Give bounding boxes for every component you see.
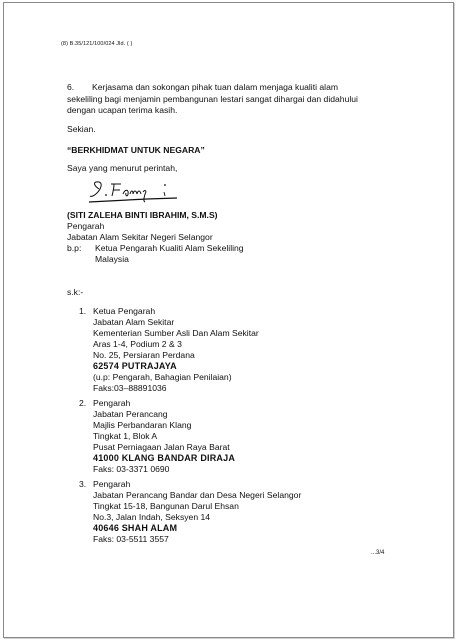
address-line: Tingkat 1, Blok A: [93, 431, 158, 441]
address-line: (u.p: Pengarah, Bahagian Penilaian): [93, 372, 232, 382]
reference-number: (8) B.35/121/100/024 Jld. ( ): [61, 41, 133, 47]
recipient-lines: [93, 398, 235, 475]
recipient-number: 2.: [79, 398, 87, 408]
signer-title: Pengarah: [67, 221, 105, 231]
address-line: Ketua Pengarah: [93, 306, 156, 316]
paragraph-line-1: Kerjasama dan sokongan pihak tuan dalam menjaga kualiti alam: [92, 82, 339, 92]
address-line: Jabatan Perancang: [93, 409, 168, 419]
address-line: No. 25, Persiaran Perdana: [93, 350, 195, 360]
bp-line: [67, 243, 244, 254]
fax-number: Faks: 03-5511 3557: [93, 534, 169, 544]
closing-motto: “BERKHIDMAT UNTUK NEGARA”: [67, 145, 205, 155]
address-line: Pengarah: [93, 398, 131, 408]
address-line: Tingkat 15-18, Bangunan Darul Ehsan: [93, 501, 239, 511]
paragraph-line-2: sekeliling bagi menjamin pembangunan lestari sangat dihargai dan didahului: [67, 93, 358, 104]
bp-line-1: Ketua Pengarah Kualiti Alam Sekeliling: [95, 243, 244, 253]
closing-sekian: Sekian.: [67, 124, 96, 134]
page-number: ...3/4: [371, 550, 385, 556]
bp-label: b.p:: [67, 243, 82, 253]
sk-label: s.k:-: [67, 287, 84, 297]
recipient-number: 1.: [79, 306, 87, 316]
handwritten-signature: [85, 175, 185, 207]
address-line: Kementerian Sumber Asli Dan Alam Sekitar: [93, 328, 259, 338]
paragraph-6: [67, 82, 387, 117]
recipient-lines: [93, 306, 259, 394]
paragraph-number: 6.: [67, 82, 75, 92]
address-postcode-city: 40646 SHAH ALAM: [93, 523, 178, 533]
address-line: Jabatan Alam Sekitar: [93, 317, 175, 327]
address-line: Pusat Perniagaan Jalan Raya Barat: [93, 442, 230, 452]
address-line: Pengarah: [93, 479, 131, 489]
bp-line-2: Malaysia: [95, 254, 129, 264]
address-line: Majlis Perbandaran Klang: [93, 420, 192, 430]
recipient-lines: [93, 479, 301, 545]
paragraph-line-3: dengan ucapan terima kasih.: [67, 105, 178, 115]
address-line: Aras 1-4, Podium 2 & 3: [93, 339, 182, 349]
closing-order: Saya yang menurut perintah,: [67, 163, 178, 173]
fax-number: Faks: 03-3371 0690: [93, 464, 170, 474]
address-postcode-city: 62574 PUTRAJAYA: [93, 361, 177, 371]
signer-department: Jabatan Alam Sekitar Negeri Selangor: [67, 232, 213, 242]
address-line: No.3, Jalan Indah, Seksyen 14: [93, 512, 211, 522]
signer-block: [67, 210, 244, 265]
address-postcode-city: 41000 KLANG BANDAR DIRAJA: [93, 453, 236, 463]
recipient-number: 3.: [79, 479, 87, 489]
signer-name: (SITI ZALEHA BINTI IBRAHIM, S.M.S): [67, 210, 218, 220]
fax-number: Faks:03–88891036: [93, 383, 167, 393]
address-line: Jabatan Perancang Bandar dan Desa Negeri Selangor: [93, 490, 302, 500]
